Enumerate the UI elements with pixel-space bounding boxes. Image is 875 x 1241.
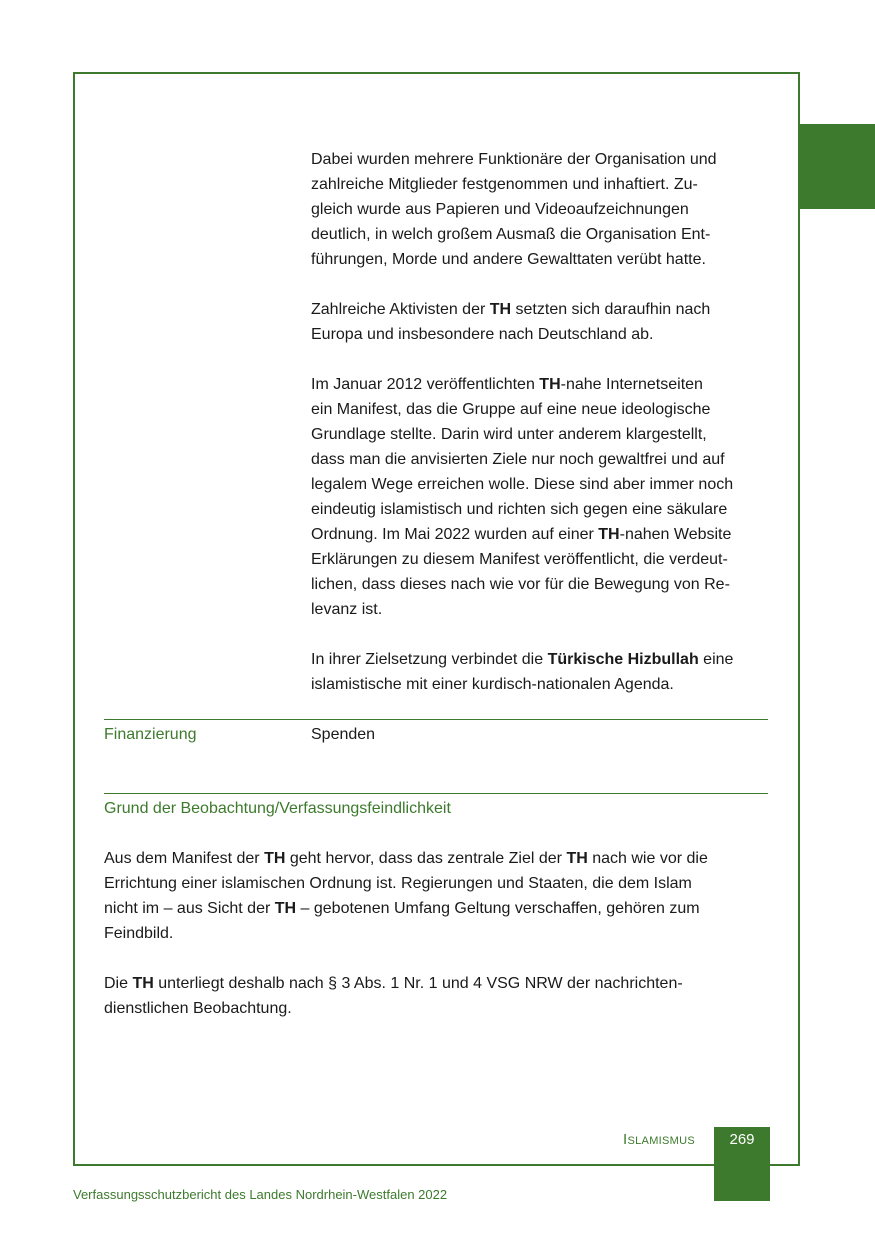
divider	[104, 793, 768, 794]
text: Ordnung. Im Mai 2022 wurden auf einer	[311, 526, 599, 543]
text: Im Januar 2012 veröffentlichten	[311, 376, 540, 393]
text: nicht im – aus Sicht der	[104, 900, 275, 917]
text: Aus dem Manifest der	[104, 850, 265, 867]
paragraph-observation-legal	[104, 971, 772, 1021]
org-name: Türkische Hizbullah	[547, 651, 699, 668]
chapter-tab-marker	[798, 124, 875, 209]
line: Europa und insbesondere nach Deutschland ab.	[311, 326, 654, 343]
paragraph-observation-reason	[104, 846, 772, 946]
org-abbrev: TH	[264, 850, 286, 867]
org-abbrev: TH	[132, 975, 154, 992]
org-abbrev: TH	[274, 900, 297, 917]
line: lichen, dass dieses nach wie vor für die Bewegung von Re-	[311, 576, 730, 593]
text: In ihrer Zielsetzung verbindet die	[311, 651, 548, 668]
line: legalem Wege erreichen wolle. Diese sind aber immer noch	[311, 476, 734, 493]
text: nach wie vor die	[587, 850, 708, 867]
text: -nahen Website	[619, 526, 732, 543]
line: ein Manifest, das die Gruppe auf eine neue ideologische	[311, 401, 711, 418]
line: dass man die anvisierten Ziele nur noch gewaltfrei und auf	[311, 451, 725, 468]
page-number: 269	[729, 1131, 755, 1148]
text: eine	[698, 651, 734, 668]
paragraph-goals	[311, 647, 771, 697]
paragraph-manifest	[311, 372, 771, 622]
org-abbrev: TH	[598, 526, 620, 543]
section-name: Islamismus	[623, 1131, 695, 1148]
financing-label: Finanzierung	[104, 726, 197, 743]
line: Erklärungen zu diesem Manifest veröffentlicht, die verdeut-	[311, 551, 728, 568]
text: Zahlreiche Aktivisten der	[311, 301, 490, 318]
financing-value: Spenden	[311, 726, 376, 743]
report-title-footer: Verfassungsschutzbericht des Landes Nordrhein-Westfalen 2022	[73, 1187, 448, 1202]
text: – gebotenen Umfang Geltung verschaffen, gehören zum	[296, 900, 700, 917]
line: deutlich, in welch großem Ausmaß die Organisation Ent-	[311, 226, 711, 243]
text: -nahe Internetseiten	[560, 376, 703, 393]
text: setzten sich daraufhin nach	[511, 301, 711, 318]
org-abbrev: TH	[489, 301, 512, 318]
line: eindeutig islamistisch und richten sich gegen eine säkulare	[311, 501, 728, 518]
org-abbrev: TH	[566, 850, 588, 867]
line: zahlreiche Mitglieder festgenommen und inhaftiert. Zu-	[311, 176, 698, 193]
divider	[104, 719, 768, 720]
org-abbrev: TH	[539, 376, 561, 393]
line: dienstlichen Beobachtung.	[104, 1000, 292, 1017]
paragraph-emigration	[311, 297, 771, 347]
line: gleich wurde aus Papieren und Videoaufzeichnungen	[311, 201, 689, 218]
line: islamistische mit einer kurdisch-nationalen Agenda.	[311, 676, 674, 693]
line: levanz ist.	[311, 601, 383, 618]
line: Grundlage stellte. Darin wird unter anderem klargestellt,	[311, 426, 707, 443]
text: Die	[104, 975, 133, 992]
text: unterliegt deshalb nach § 3 Abs. 1 Nr. 1 und 4 VSG NRW der nachrichten-	[153, 975, 683, 992]
page-number-box	[714, 1127, 770, 1201]
paragraph-arrests	[311, 147, 771, 272]
line: Errichtung einer islamischen Ordnung ist. Regierungen und Staaten, die dem Islam	[104, 875, 692, 892]
text: geht hervor, dass das zentrale Ziel der	[285, 850, 567, 867]
line: Feindbild.	[104, 925, 174, 942]
observation-heading: Grund der Beobachtung/Verfassungsfeindlichkeit	[104, 800, 451, 817]
line: führungen, Morde und andere Gewalttaten verübt hatte.	[311, 251, 706, 268]
line: Dabei wurden mehrere Funktionäre der Organisation und	[311, 151, 717, 168]
